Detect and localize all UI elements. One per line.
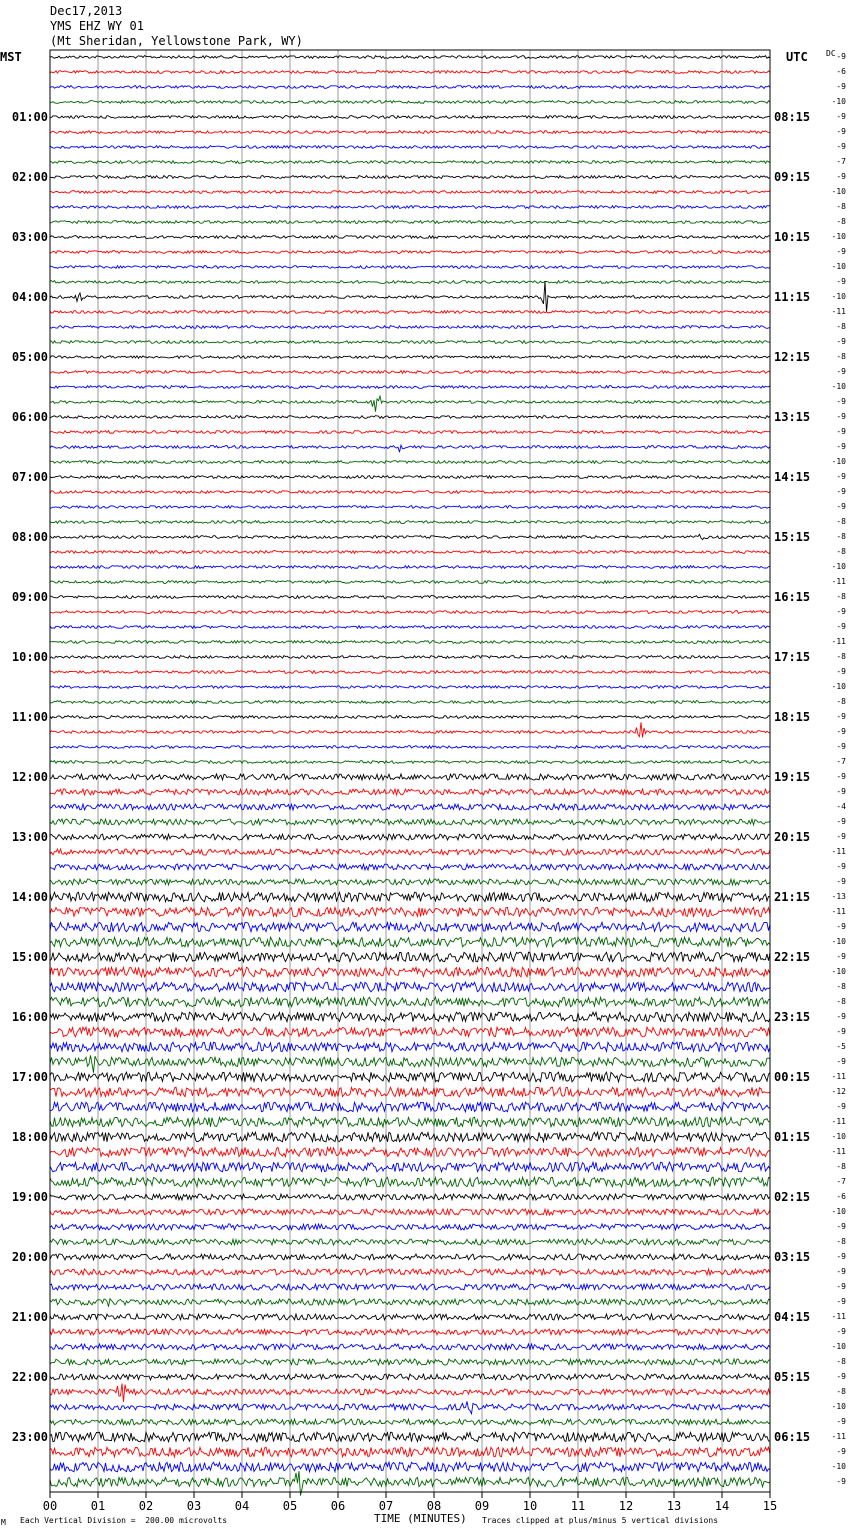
- dc-offset-label: -9: [836, 622, 846, 631]
- right-hour-label: 17:15: [774, 650, 811, 664]
- trace-row-73: [50, 1147, 770, 1156]
- right-hour-label: 16:15: [774, 590, 811, 604]
- trace-row-61: [50, 967, 770, 977]
- dc-offset-label: -10: [831, 292, 846, 301]
- dc-offset-label: -4: [836, 802, 846, 811]
- dc-offset-label: -10: [831, 382, 846, 391]
- dc-offset-label: -9: [836, 787, 846, 796]
- right-hour-label: 04:15: [774, 1310, 811, 1324]
- dc-offset-label: -10: [831, 97, 846, 106]
- left-hour-label: 17:00: [11, 1070, 48, 1084]
- right-timezone-label: UTC: [786, 50, 808, 64]
- dc-offset-label: -8: [836, 1357, 846, 1366]
- trace-row-34: [50, 566, 770, 569]
- trace-row-60: [50, 952, 770, 962]
- trace-row-85: [50, 1329, 770, 1335]
- right-hour-label: 22:15: [774, 950, 811, 964]
- dc-offset-label: -10: [831, 562, 846, 571]
- dc-offset-label: -9: [836, 472, 846, 481]
- trace-row-66: [50, 1042, 770, 1052]
- trace-row-8: [50, 176, 770, 179]
- trace-row-54: [50, 864, 770, 870]
- dc-offset-label: -9: [836, 1102, 846, 1111]
- dc-offset-label: -9: [836, 82, 846, 91]
- trace-row-91: [50, 1419, 770, 1425]
- trace-row-42: [50, 686, 770, 689]
- left-hour-label: 09:00: [11, 590, 48, 604]
- x-tick-label: 03: [186, 1499, 202, 1513]
- trace-row-70: [50, 1102, 770, 1112]
- dc-offset-label: -11: [831, 847, 846, 856]
- right-hour-label: 06:15: [774, 1430, 811, 1444]
- trace-row-5: [50, 131, 770, 134]
- x-tick-label: 01: [90, 1499, 106, 1513]
- left-hour-label: 08:00: [11, 530, 48, 544]
- right-hour-label: 13:15: [774, 410, 811, 424]
- dc-offset-label: -9: [836, 742, 846, 751]
- dc-offset-label: -8: [836, 517, 846, 526]
- dc-offset-label: -10: [831, 1402, 846, 1411]
- dc-offset-label: -5: [836, 1042, 846, 1051]
- dc-offset-label: -9: [836, 712, 846, 721]
- dc-offset-label: -9: [836, 817, 846, 826]
- left-hour-label: 03:00: [11, 230, 48, 244]
- trace-row-59: [50, 937, 770, 947]
- right-hour-label: 03:15: [774, 1250, 811, 1264]
- trace-row-44: [50, 716, 770, 719]
- dc-offset-label: -9: [836, 1447, 846, 1456]
- header-date: Dec17,2013: [50, 4, 123, 18]
- left-hour-label: 11:00: [11, 710, 48, 724]
- dc-offset-label: -9: [836, 142, 846, 151]
- trace-row-21: [50, 371, 770, 374]
- dc-offset-label: -9: [836, 367, 846, 376]
- left-hour-label: 14:00: [11, 890, 48, 904]
- dc-offset-label: -11: [831, 1147, 846, 1156]
- dc-offset-label: -9: [836, 397, 846, 406]
- trace-row-29: [50, 491, 770, 494]
- right-hour-label: 11:15: [774, 290, 811, 304]
- dc-offset-label: -7: [836, 1177, 846, 1186]
- corner-mark: M: [1, 1518, 6, 1527]
- dc-offset-label: -9: [836, 277, 846, 286]
- dc-offset-label: -9: [836, 772, 846, 781]
- dc-offset-label: -9: [836, 172, 846, 181]
- left-hour-label: 15:00: [11, 950, 48, 964]
- left-hour-label: 23:00: [11, 1430, 48, 1444]
- dc-offset-label: -9: [836, 1417, 846, 1426]
- dc-offset-label: -11: [831, 577, 846, 586]
- trace-row-32: [50, 534, 770, 539]
- left-hour-label: 01:00: [11, 110, 48, 124]
- seismic-traces: [50, 56, 770, 1496]
- trace-row-20: [50, 356, 770, 359]
- trace-row-64: [50, 1012, 770, 1022]
- left-hour-label: 02:00: [11, 170, 48, 184]
- right-hour-label: 05:15: [774, 1370, 811, 1384]
- dc-offset-label: -11: [831, 907, 846, 916]
- dc-offset-label: -11: [831, 637, 846, 646]
- trace-row-84: [50, 1314, 770, 1320]
- trace-row-4: [50, 116, 770, 119]
- right-hour-label: 08:15: [774, 110, 811, 124]
- trace-row-25: [50, 431, 770, 434]
- trace-row-68: [50, 1072, 770, 1082]
- trace-row-87: [50, 1359, 770, 1365]
- trace-row-94: [50, 1462, 770, 1472]
- trace-row-51: [50, 819, 770, 825]
- trace-row-41: [50, 671, 770, 674]
- trace-row-43: [50, 701, 770, 704]
- dc-offset-label: -10: [831, 457, 846, 466]
- right-hour-label: 23:15: [774, 1010, 811, 1024]
- trace-row-45: [50, 722, 770, 737]
- trace-row-81: [50, 1269, 770, 1275]
- dc-offset-label: -9: [836, 1297, 846, 1306]
- dc-offset-label: -8: [836, 1237, 846, 1246]
- trace-row-39: [50, 641, 770, 644]
- dc-offset-label: -9: [836, 1372, 846, 1381]
- trace-row-40: [50, 656, 770, 659]
- dc-offset-label: -10: [831, 1342, 846, 1351]
- trace-row-48: [50, 774, 770, 780]
- trace-row-93: [50, 1447, 770, 1457]
- trace-row-57: [50, 907, 770, 917]
- dc-offset-label: -8: [836, 202, 846, 211]
- right-hour-label: 21:15: [774, 890, 811, 904]
- x-tick-label: 02: [138, 1499, 154, 1513]
- dc-offset-label: -8: [836, 217, 846, 226]
- trace-row-67: [50, 1055, 770, 1072]
- trace-row-62: [50, 982, 770, 992]
- trace-row-3: [50, 101, 770, 104]
- dc-offset-label: -9: [836, 1267, 846, 1276]
- dc-offset-label: -10: [831, 187, 846, 196]
- dc-offset-label: -9: [836, 952, 846, 961]
- trace-row-10: [50, 206, 770, 209]
- trace-row-1: [50, 71, 770, 74]
- trace-row-24: [50, 416, 770, 419]
- header-station: YMS EHZ WY 01: [50, 19, 144, 33]
- right-hour-label: 18:15: [774, 710, 811, 724]
- x-tick-label: 09: [474, 1499, 490, 1513]
- right-hour-label: 20:15: [774, 830, 811, 844]
- left-hour-label: 18:00: [11, 1130, 48, 1144]
- trace-row-52: [50, 834, 770, 840]
- dc-offset-label: -9: [836, 727, 846, 736]
- dc-offset-label: -9: [836, 442, 846, 451]
- right-hour-label: 14:15: [774, 470, 811, 484]
- trace-row-11: [50, 221, 770, 224]
- dc-offset-label: -10: [831, 967, 846, 976]
- trace-row-33: [50, 551, 770, 554]
- dc-offset-label: -8: [836, 547, 846, 556]
- trace-row-28: [50, 476, 770, 479]
- dc-offset-label: -13: [831, 892, 846, 901]
- dc-offset-label: -8: [836, 652, 846, 661]
- dc-offset-label: -9: [836, 922, 846, 931]
- trace-row-31: [50, 521, 770, 524]
- trace-row-38: [50, 626, 770, 629]
- trace-row-89: [50, 1384, 770, 1402]
- left-hour-label: 16:00: [11, 1010, 48, 1024]
- dc-offset-label: -6: [836, 1192, 846, 1201]
- trace-row-30: [50, 506, 770, 509]
- dc-offset-label: -9: [836, 1027, 846, 1036]
- trace-row-56: [50, 892, 770, 902]
- trace-row-2: [50, 86, 770, 89]
- dc-offset-label: -6: [836, 67, 846, 76]
- x-tick-label: 10: [522, 1499, 538, 1513]
- dc-offset-label: -8: [836, 1387, 846, 1396]
- dc-offset-label: -9: [836, 1012, 846, 1021]
- x-tick-label: 07: [378, 1499, 394, 1513]
- trace-row-69: [50, 1087, 770, 1097]
- header-location: (Mt Sheridan, Yellowstone Park, WY): [50, 34, 303, 48]
- dc-offset-label: -11: [831, 1312, 846, 1321]
- right-hour-label: 01:15: [774, 1130, 811, 1144]
- x-tick-label: 13: [666, 1499, 682, 1513]
- trace-row-50: [50, 804, 770, 810]
- right-hour-label: 19:15: [774, 770, 811, 784]
- dc-offset-label: -9: [836, 1282, 846, 1291]
- dc-label: DC: [826, 49, 836, 58]
- dc-offset-label: -12: [831, 1087, 846, 1096]
- left-hour-label: 05:00: [11, 350, 48, 364]
- trace-row-35: [50, 581, 770, 584]
- trace-row-72: [50, 1132, 770, 1142]
- trace-row-9: [50, 191, 770, 194]
- trace-row-78: [50, 1224, 770, 1230]
- trace-row-18: [50, 326, 770, 329]
- dc-offset-label: -8: [836, 1162, 846, 1171]
- dc-offset-label: -7: [836, 757, 846, 766]
- dc-offset-label: -9: [836, 52, 846, 61]
- dc-offset-label: -8: [836, 697, 846, 706]
- right-hour-label: 15:15: [774, 530, 811, 544]
- dc-offset-label: -10: [831, 1132, 846, 1141]
- dc-offset-label: -10: [831, 682, 846, 691]
- trace-row-0: [50, 56, 770, 59]
- left-hour-label: 21:00: [11, 1310, 48, 1324]
- dc-offset-label: -8: [836, 997, 846, 1006]
- left-timezone-label: MST: [0, 50, 22, 64]
- dc-offset-label: -9: [836, 1222, 846, 1231]
- trace-row-37: [50, 611, 770, 614]
- trace-row-76: [50, 1194, 770, 1200]
- trace-row-27: [50, 461, 770, 464]
- right-hour-label: 02:15: [774, 1190, 811, 1204]
- dc-offset-label: -9: [836, 877, 846, 886]
- dc-offset-label: -11: [831, 1432, 846, 1441]
- dc-offset-label: -9: [836, 487, 846, 496]
- right-hour-label: 12:15: [774, 350, 811, 364]
- trace-row-16: [50, 281, 770, 312]
- trace-row-90: [50, 1401, 770, 1413]
- dc-offset-label: -7: [836, 157, 846, 166]
- dc-offset-label: -11: [831, 1072, 846, 1081]
- x-tick-label: 08: [426, 1499, 442, 1513]
- trace-row-13: [50, 251, 770, 254]
- x-tick-label: 11: [570, 1499, 586, 1513]
- dc-offset-label: -9: [836, 1477, 846, 1486]
- trace-row-49: [50, 789, 770, 795]
- dc-offset-label: -9: [836, 412, 846, 421]
- trace-row-83: [50, 1299, 770, 1307]
- trace-row-77: [50, 1209, 770, 1215]
- left-hour-label: 19:00: [11, 1190, 48, 1204]
- right-hour-label: 00:15: [774, 1070, 811, 1084]
- dc-offset-label: -9: [836, 127, 846, 136]
- dc-offset-label: -9: [836, 832, 846, 841]
- x-tick-label: 15: [762, 1499, 778, 1513]
- dc-offset-label: -9: [836, 112, 846, 121]
- trace-row-79: [50, 1239, 770, 1245]
- trace-row-26: [50, 445, 770, 452]
- dc-offset-label: -8: [836, 982, 846, 991]
- dc-offset-label: -9: [836, 247, 846, 256]
- left-hour-label: 20:00: [11, 1250, 48, 1264]
- dc-offset-label: -9: [836, 862, 846, 871]
- left-hour-label: 12:00: [11, 770, 48, 784]
- left-hour-label: 07:00: [11, 470, 48, 484]
- trace-row-71: [50, 1117, 770, 1127]
- trace-row-58: [50, 922, 770, 932]
- trace-row-88: [50, 1374, 770, 1380]
- trace-row-7: [50, 161, 770, 164]
- dc-offset-label: -8: [836, 352, 846, 361]
- dc-offset-label: -9: [836, 337, 846, 346]
- dc-offset-label: -11: [831, 1117, 846, 1126]
- trace-row-80: [50, 1254, 770, 1260]
- x-tick-label: 14: [714, 1499, 730, 1513]
- left-hour-label: 13:00: [11, 830, 48, 844]
- footer-division-note: Each Vertical Division = 200.00 microvolts: [20, 1516, 228, 1525]
- trace-row-17: [50, 311, 770, 314]
- trace-row-36: [50, 596, 770, 599]
- trace-row-63: [50, 997, 770, 1007]
- dc-offset-label: -8: [836, 322, 846, 331]
- trace-row-65: [50, 1027, 770, 1037]
- dc-offset-label: -10: [831, 232, 846, 241]
- dc-offset-label: -10: [831, 1207, 846, 1216]
- left-hour-label: 04:00: [11, 290, 48, 304]
- footer-clip-note: Traces clipped at plus/minus 5 vertical divisions: [482, 1516, 719, 1525]
- trace-row-14: [50, 266, 770, 269]
- trace-row-19: [50, 341, 770, 344]
- right-hour-label: 10:15: [774, 230, 811, 244]
- x-tick-label: 04: [234, 1499, 250, 1513]
- dc-offset-label: -10: [831, 1462, 846, 1471]
- trace-row-47: [50, 761, 770, 764]
- trace-row-53: [50, 849, 770, 855]
- trace-row-22: [50, 386, 770, 389]
- dc-offset-label: -10: [831, 937, 846, 946]
- trace-row-6: [50, 146, 770, 149]
- dc-offset-label: -10: [831, 262, 846, 271]
- left-hour-label: 10:00: [11, 650, 48, 664]
- x-axis-title: TIME (MINUTES): [374, 1512, 467, 1525]
- dc-offset-label: -9: [836, 1057, 846, 1066]
- x-tick-label: 05: [282, 1499, 298, 1513]
- trace-row-75: [50, 1177, 770, 1187]
- dc-offset-label: -8: [836, 532, 846, 541]
- x-tick-label: 00: [42, 1499, 58, 1513]
- trace-row-86: [50, 1344, 770, 1350]
- trace-row-74: [50, 1162, 770, 1172]
- trace-row-82: [50, 1284, 770, 1290]
- dc-offset-label: -9: [836, 1327, 846, 1336]
- dc-offset-label: -9: [836, 427, 846, 436]
- dc-offset-label: -11: [831, 307, 846, 316]
- dc-offset-label: -9: [836, 1252, 846, 1261]
- left-hour-label: 22:00: [11, 1370, 48, 1384]
- dc-offset-label: -9: [836, 502, 846, 511]
- x-tick-label: 06: [330, 1499, 346, 1513]
- dc-offset-label: -9: [836, 667, 846, 676]
- dc-offset-label: -8: [836, 592, 846, 601]
- trace-row-12: [50, 236, 770, 239]
- right-hour-label: 09:15: [774, 170, 811, 184]
- trace-row-23: [50, 396, 770, 412]
- trace-row-46: [50, 746, 770, 749]
- left-hour-label: 06:00: [11, 410, 48, 424]
- trace-row-15: [50, 281, 770, 284]
- x-axis-ticks: [50, 1492, 770, 1498]
- trace-row-92: [50, 1432, 770, 1442]
- x-tick-label: 12: [618, 1499, 634, 1513]
- dc-offset-label: -9: [836, 607, 846, 616]
- trace-row-55: [50, 879, 770, 885]
